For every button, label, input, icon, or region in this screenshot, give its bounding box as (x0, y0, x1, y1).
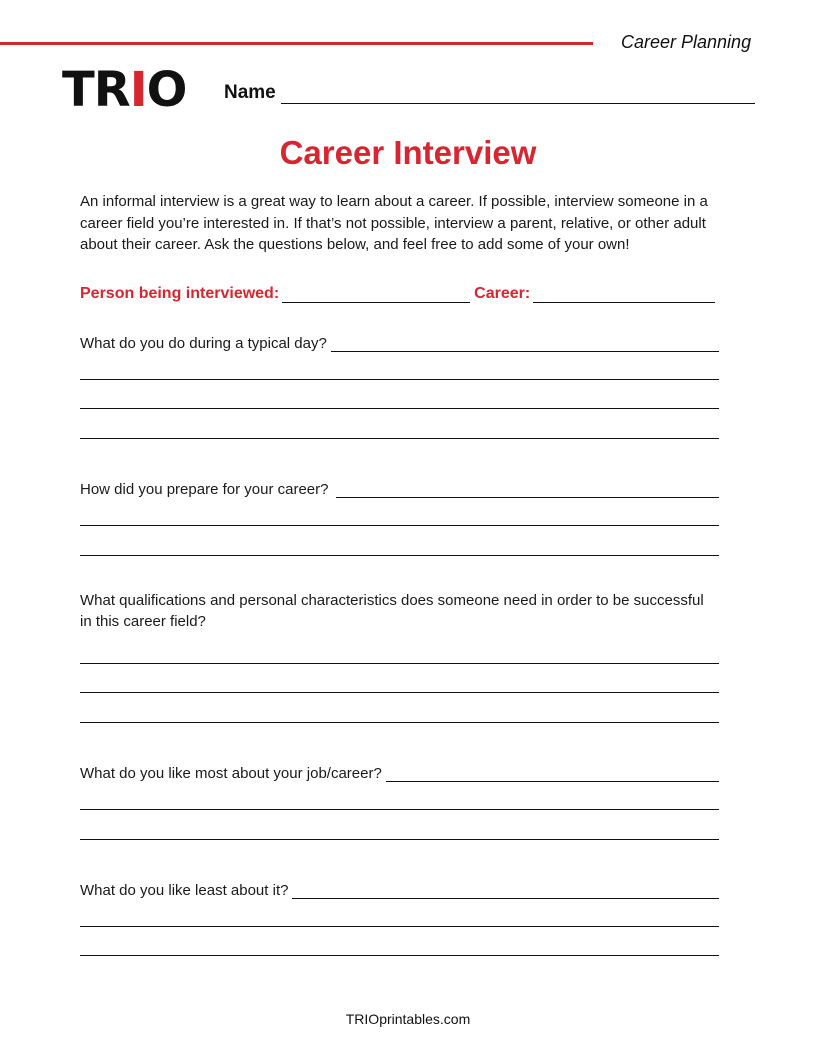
answer-line[interactable] (80, 692, 719, 693)
answer-line[interactable] (336, 483, 719, 498)
answer-line[interactable] (80, 663, 719, 664)
answer-line[interactable] (331, 337, 719, 352)
question-5 (80, 882, 719, 899)
name-label: Name (224, 82, 276, 103)
footer-website: TRIOprintables.com (345, 1011, 471, 1027)
logo-text-tr: TR (62, 62, 130, 118)
career-label: Career: (474, 285, 531, 302)
person-input-line[interactable] (282, 286, 470, 303)
question-5-text: What do you like least about it? (80, 882, 289, 899)
person-label: Person being interviewed: (80, 285, 280, 302)
answer-line[interactable] (80, 379, 719, 380)
trio-logo (62, 62, 187, 118)
career-input-line[interactable] (533, 286, 715, 303)
header-red-rule (0, 42, 593, 45)
answer-line[interactable] (292, 884, 719, 899)
question-3-text: What qualifications and personal characteristics does someone need in order to be successful in this career field? (80, 592, 704, 630)
question-4 (80, 765, 719, 782)
answer-line[interactable] (386, 767, 719, 782)
interviewee-row (80, 285, 720, 303)
intro-paragraph: An informal interview is a great way to learn about a career. If possible, interview someone in a career field you’re interested in. If that’s not possible, interview a parent, relative, or other adult about their career. Ask the questions below, and feel free to add some of your own! (80, 193, 708, 253)
question-2 (80, 481, 719, 498)
name-input-line[interactable] (281, 83, 755, 104)
answer-line[interactable] (80, 839, 719, 840)
question-1 (80, 335, 719, 352)
answer-line[interactable] (80, 809, 719, 810)
question-4-text: What do you like most about your job/career? (80, 765, 382, 782)
answer-line[interactable] (80, 955, 719, 956)
question-1-text: What do you do during a typical day? (80, 335, 327, 352)
logo-text-i: I (129, 62, 147, 118)
answer-line[interactable] (80, 408, 719, 409)
answer-line[interactable] (80, 722, 719, 723)
answer-line[interactable] (80, 438, 719, 439)
name-field-row (224, 82, 755, 104)
page-title: Career Interview (279, 134, 537, 171)
logo-text-o: O (146, 62, 187, 118)
question-2-text: How did you prepare for your career? (80, 481, 329, 498)
section-tag: Career Planning (621, 32, 752, 52)
answer-line[interactable] (80, 525, 719, 526)
answer-line[interactable] (80, 555, 719, 556)
answer-line[interactable] (80, 926, 719, 927)
